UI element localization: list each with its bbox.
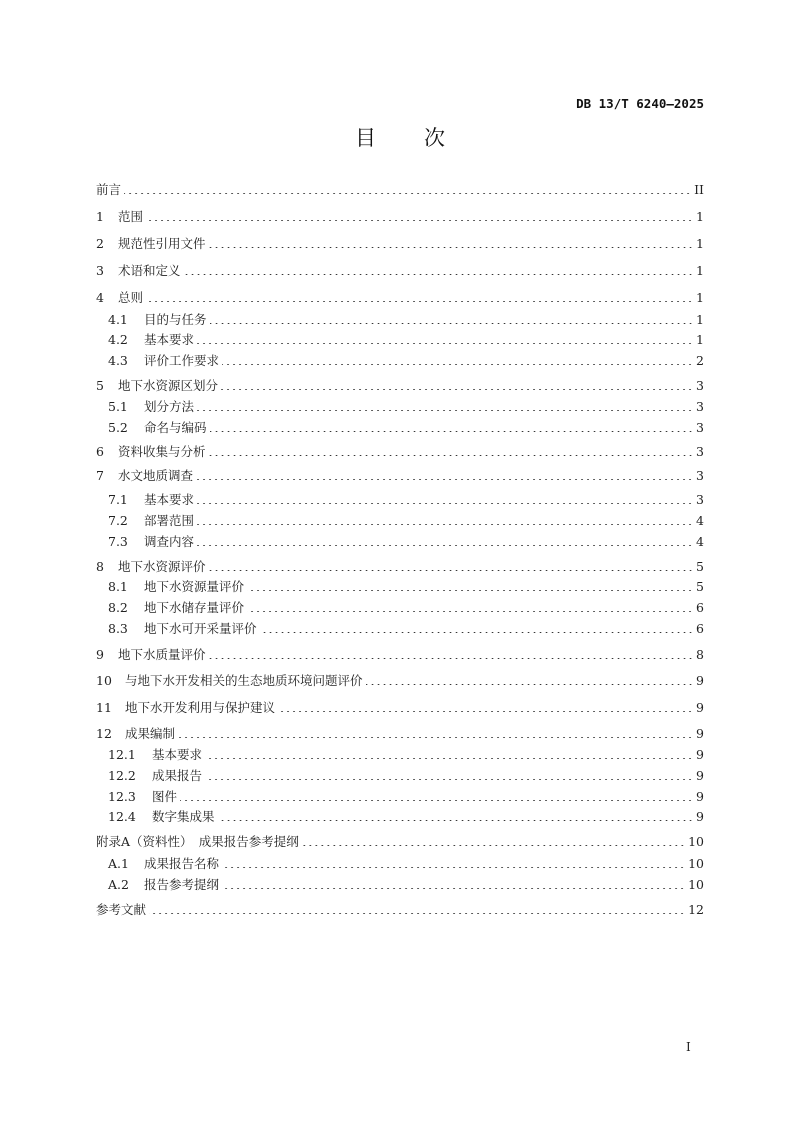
toc-entry-number: 8.1	[108, 579, 128, 594]
toc-entry-page: 1	[696, 263, 704, 278]
toc-entry-number: 6	[96, 444, 104, 459]
toc-entry-label: 基本要求	[144, 332, 195, 347]
toc-entry-page: II	[694, 182, 704, 197]
toc-entry[interactable]	[108, 398, 704, 416]
toc-entry-page: 3	[696, 399, 704, 414]
toc-entry-page: 3	[696, 468, 704, 483]
toc-entry-label: 附录A（资料性） 成果报告参考提纲	[96, 834, 299, 849]
toc-entry-label: 评价工作要求	[144, 353, 220, 368]
toc-entry-number: 7.2	[108, 513, 128, 528]
toc-entry[interactable]	[96, 699, 704, 717]
toc-entry[interactable]	[108, 876, 704, 894]
dot-leader	[247, 578, 693, 596]
dot-leader	[366, 672, 694, 690]
toc-entry-page: 1	[696, 290, 704, 305]
dot-leader	[124, 181, 691, 199]
title-char-2: 次	[424, 126, 445, 150]
toc-entry-number: 4.1	[108, 312, 128, 327]
dot-leader	[146, 289, 693, 307]
dot-leader	[149, 901, 685, 919]
toc-entry-label: 前言	[96, 182, 122, 197]
toc-entry-number: 7.3	[108, 534, 128, 549]
toc-entry-label: 地下水质量评价	[118, 647, 206, 662]
toc-entry-number: 3	[96, 263, 104, 278]
toc-entry-label: 基本要求	[144, 492, 195, 507]
toc-entry-label: 水文地质调查	[118, 468, 194, 483]
toc-entry-label: 参考文献	[96, 902, 147, 917]
toc-entry-page: 9	[696, 809, 704, 824]
dot-leader	[146, 208, 693, 226]
toc-entry[interactable]	[96, 208, 704, 226]
toc-entry-number: 8.3	[108, 621, 128, 636]
toc-entry[interactable]	[96, 646, 704, 664]
toc-entry-number: 7.1	[108, 492, 128, 507]
toc-entry-page: 10	[688, 856, 704, 871]
toc-entry[interactable]	[108, 491, 704, 509]
dot-leader	[221, 377, 693, 395]
toc-entry[interactable]	[108, 578, 704, 596]
toc-entry-label: 调查内容	[144, 534, 195, 549]
toc-entry[interactable]	[108, 855, 704, 873]
toc-entry-label: 成果报告	[152, 768, 203, 783]
toc-entry-label: 资料收集与分析	[118, 444, 206, 459]
toc-entry-page: 1	[696, 209, 704, 224]
dot-leader	[209, 558, 694, 576]
page-title	[0, 122, 800, 152]
toc-entry[interactable]	[108, 767, 704, 785]
toc-entry-page: 4	[696, 534, 704, 549]
toc-entry-label: 部署范围	[144, 513, 195, 528]
toc-entry[interactable]	[96, 672, 704, 690]
toc-entry-number: 8.2	[108, 600, 128, 615]
toc-entry-number: 5	[96, 378, 104, 393]
toc-entry-number: 12.2	[108, 768, 136, 783]
document-code: DB 13/T 6240—2025	[576, 96, 704, 111]
toc-entry-page: 5	[696, 579, 704, 594]
toc-entry-number: 12.3	[108, 789, 136, 804]
toc-entry-label: 报告参考提纲	[144, 877, 220, 892]
dot-leader	[260, 620, 694, 638]
dot-leader	[178, 725, 693, 743]
toc-entry-page: 9	[696, 726, 704, 741]
toc-entry-page: 12	[688, 902, 704, 917]
toc-entry-page: 6	[696, 621, 704, 636]
toc-entry-page: 3	[696, 444, 704, 459]
toc-entry-label: 数字集成果	[152, 809, 215, 824]
toc-entry-page: 1	[696, 332, 704, 347]
dot-leader	[197, 491, 693, 509]
toc-entry[interactable]	[108, 419, 704, 437]
toc-entry-number: 5.1	[108, 399, 128, 414]
dot-leader	[197, 512, 693, 530]
toc-entry-page: 3	[696, 378, 704, 393]
dot-leader	[205, 746, 693, 764]
toc-entry[interactable]	[108, 746, 704, 764]
toc-entry[interactable]	[108, 788, 704, 806]
toc-entry-label: 总则	[118, 290, 144, 305]
toc-entry-number: A.2	[108, 877, 129, 892]
toc-entry-label: 地下水资源评价	[118, 559, 206, 574]
toc-entry-page: 3	[696, 420, 704, 435]
toc-entry-label: 划分方法	[144, 399, 195, 414]
dot-leader	[209, 235, 694, 253]
toc-entry-label: 地下水可开采量评价	[144, 621, 257, 636]
toc-entry-page: 9	[696, 673, 704, 688]
toc-entry-number: 1	[96, 209, 104, 224]
dot-leader	[197, 533, 693, 551]
toc-entry-label: 成果编制	[125, 726, 176, 741]
dot-leader	[210, 311, 694, 329]
toc-entry-number: 12.4	[108, 809, 136, 824]
dot-leader	[222, 876, 685, 894]
toc-entry-page: 3	[696, 492, 704, 507]
toc-entry-page: 9	[696, 768, 704, 783]
dot-leader	[180, 788, 693, 806]
toc-entry-page: 5	[696, 559, 704, 574]
toc-entry-label: 地下水开发利用与保护建议	[125, 700, 276, 715]
dot-leader	[222, 352, 693, 370]
dot-leader	[222, 855, 685, 873]
dot-leader	[209, 443, 694, 461]
toc-entry-page: 6	[696, 600, 704, 615]
toc-entry-label: 图件	[152, 789, 178, 804]
toc-entry-label: 规范性引用文件	[118, 236, 206, 251]
toc-entry[interactable]	[108, 533, 704, 551]
toc-entry-number: 10	[96, 673, 112, 688]
toc-entry-label: 与地下水开发相关的生态地质环境问题评价	[125, 673, 363, 688]
toc-entry[interactable]	[96, 725, 704, 743]
dot-leader	[210, 419, 694, 437]
dot-leader	[218, 808, 694, 826]
dot-leader	[247, 599, 693, 617]
toc-entry-page: 10	[688, 877, 704, 892]
toc-entry-number: 12	[96, 726, 112, 741]
toc-entry[interactable]	[96, 377, 704, 395]
toc-entry[interactable]	[96, 901, 704, 919]
dot-leader	[209, 646, 694, 664]
toc-entry-label: 术语和定义	[118, 263, 181, 278]
footer-page-number: I	[686, 1040, 691, 1054]
toc-entry-page: 8	[696, 647, 704, 662]
toc-entry-page: 9	[696, 700, 704, 715]
toc-entry[interactable]	[108, 808, 704, 826]
toc-entry-number: 5.2	[108, 420, 128, 435]
toc-entry[interactable]	[96, 235, 704, 253]
toc-entry-label: 命名与编码	[144, 420, 207, 435]
toc-entry-page: 9	[696, 789, 704, 804]
toc-entry-number: 2	[96, 236, 104, 251]
toc-entry[interactable]	[96, 833, 704, 851]
toc-entry[interactable]	[108, 352, 704, 370]
toc-entry[interactable]	[108, 512, 704, 530]
dot-leader	[196, 467, 693, 485]
toc-entry-number: 7	[96, 468, 104, 483]
toc-entry-number: 8	[96, 559, 104, 574]
toc-entry-page: 1	[696, 236, 704, 251]
toc-entry-number: A.1	[108, 856, 129, 871]
toc-entry-page: 2	[696, 353, 704, 368]
dot-leader	[197, 331, 693, 349]
toc-entry[interactable]	[108, 311, 704, 329]
toc-entry-label: 目的与任务	[144, 312, 207, 327]
toc-entry[interactable]	[108, 620, 704, 638]
toc-entry[interactable]	[108, 599, 704, 617]
toc-entry-number: 4.2	[108, 332, 128, 347]
toc-entry[interactable]	[96, 289, 704, 307]
toc-entry-number: 9	[96, 647, 104, 662]
toc-entry-page: 9	[696, 747, 704, 762]
title-char-1: 目	[355, 126, 376, 150]
dot-leader	[184, 262, 694, 280]
toc-entry[interactable]	[96, 467, 704, 485]
toc-entry[interactable]	[96, 181, 704, 199]
toc-entry-label: 范围	[118, 209, 144, 224]
toc-entry-page: 4	[696, 513, 704, 528]
toc-entry-label: 地下水储存量评价	[144, 600, 245, 615]
toc-entry[interactable]	[96, 443, 704, 461]
toc-entry-page: 1	[696, 312, 704, 327]
toc-entry-page: 10	[688, 834, 704, 849]
toc-entry-label: 地下水资源量评价	[144, 579, 245, 594]
dot-leader	[278, 699, 693, 717]
toc-entry-label: 地下水资源区划分	[118, 378, 219, 393]
dot-leader	[302, 833, 685, 851]
toc-entry[interactable]	[96, 558, 704, 576]
toc-entry-label: 成果报告名称	[144, 856, 220, 871]
toc-entry[interactable]	[108, 331, 704, 349]
dot-leader	[205, 767, 693, 785]
dot-leader	[197, 398, 693, 416]
toc-entry-number: 4.3	[108, 353, 128, 368]
toc-entry[interactable]	[96, 262, 704, 280]
toc-entry-number: 11	[96, 700, 112, 715]
toc-entry-number: 4	[96, 290, 104, 305]
toc-entry-label: 基本要求	[152, 747, 203, 762]
toc-entry-number: 12.1	[108, 747, 136, 762]
